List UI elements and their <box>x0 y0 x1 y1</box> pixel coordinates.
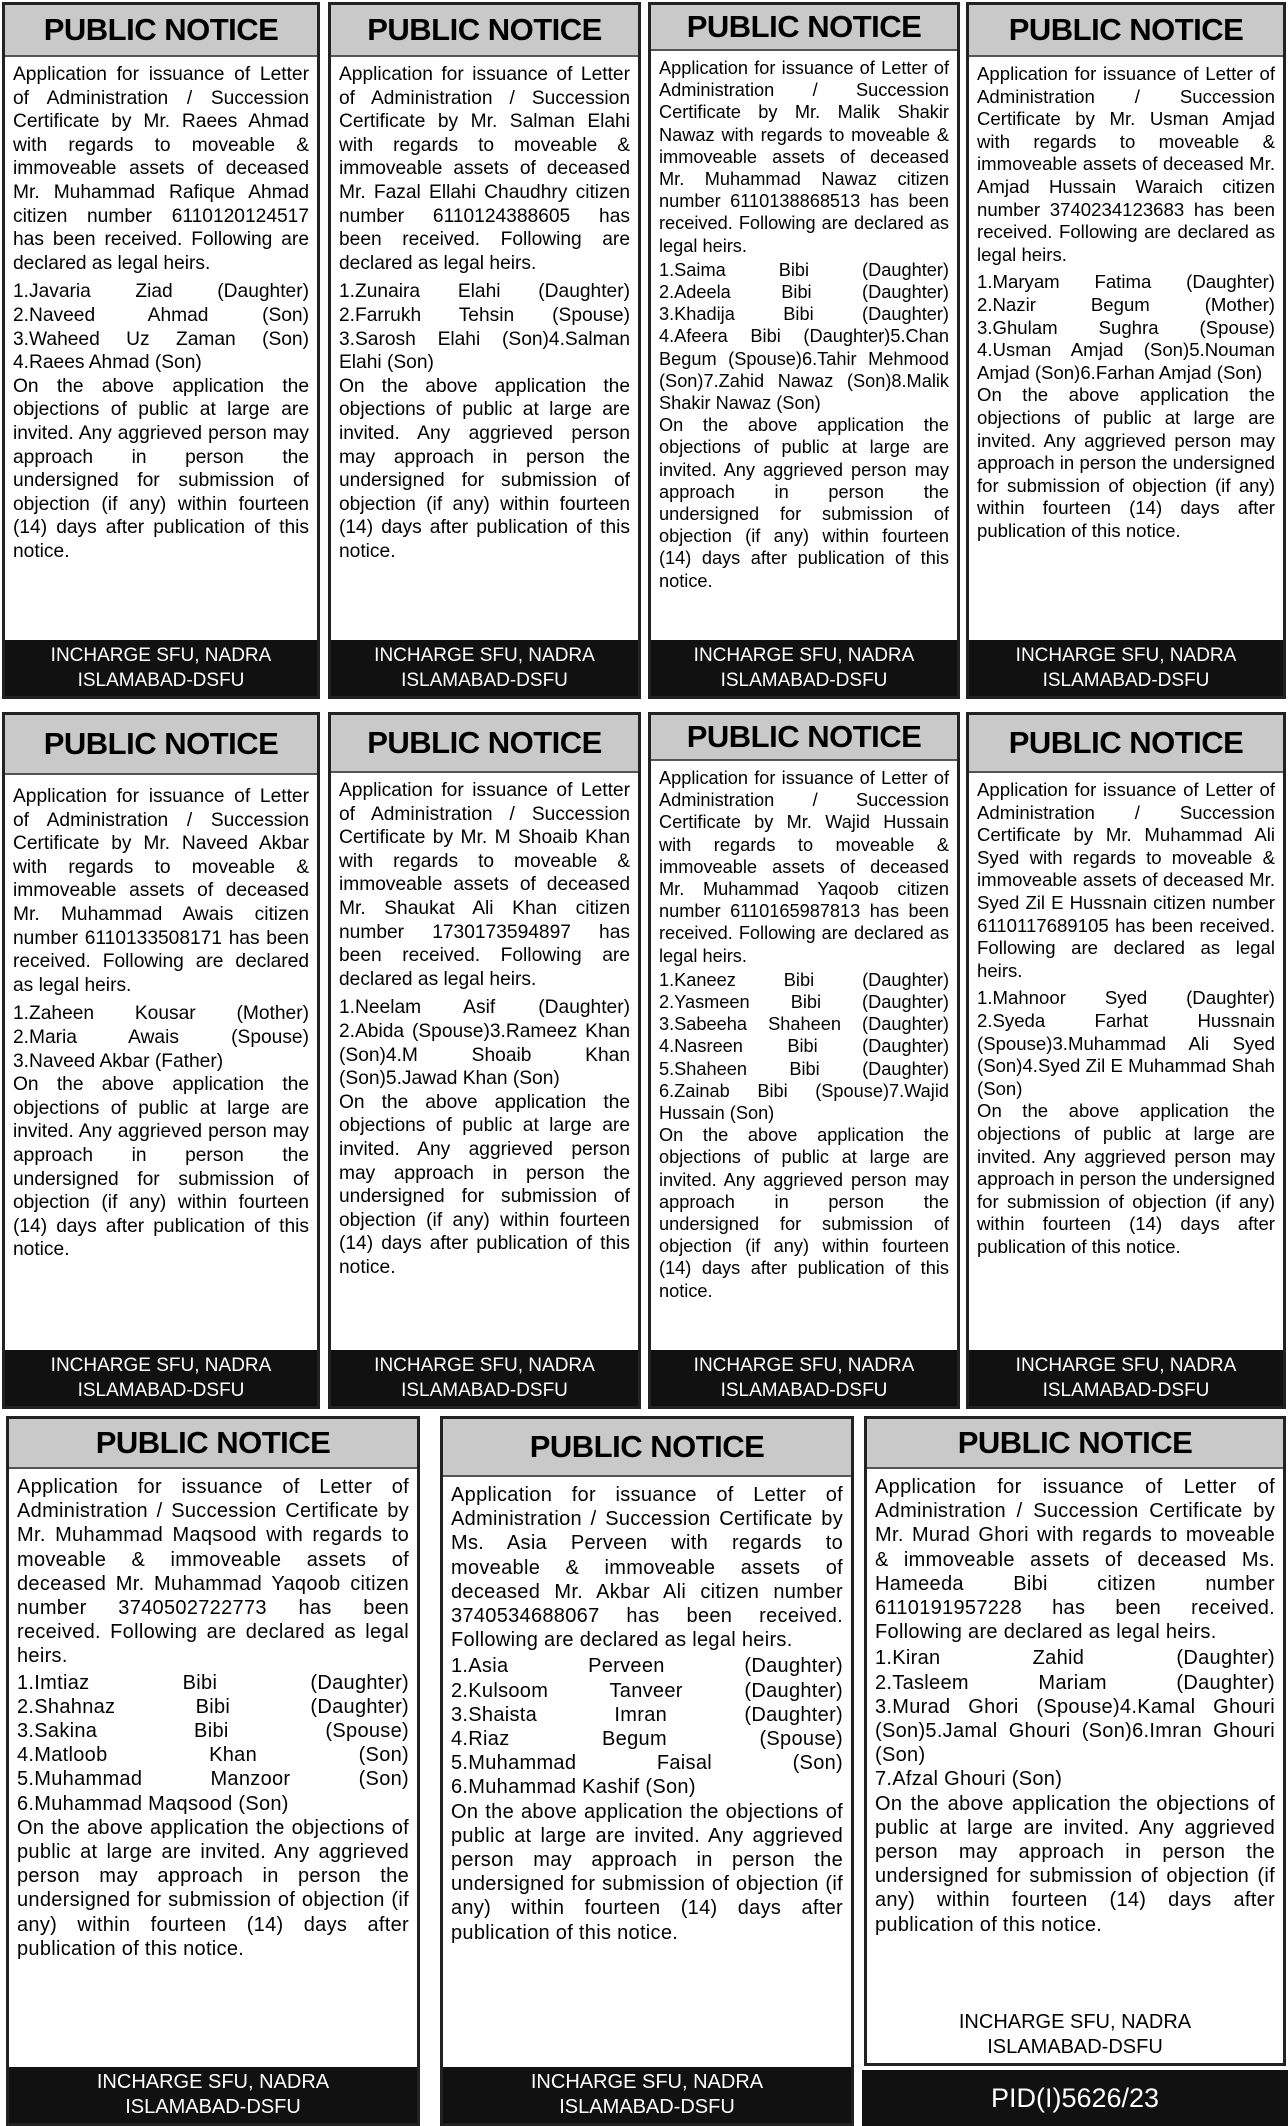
signature-line-1: INCHARGE SFU, NADRA <box>374 645 595 666</box>
heir-item: 1.Kiran Zahid (Daughter) <box>875 1647 1275 1670</box>
heir-item: 5.Shaheen Bibi (Daughter) <box>659 1058 949 1079</box>
heir-item: 1.Saima Bibi (Daughter) <box>659 259 949 280</box>
heirs-list <box>451 1654 843 1799</box>
notice-3 <box>648 2 960 699</box>
notice-signature <box>969 1350 1283 1406</box>
signature-line-1: INCHARGE SFU, NADRA <box>958 2011 1192 2033</box>
heir-item: 4.Matloob Khan (Son) <box>17 1744 409 1767</box>
notice-6 <box>328 712 641 1409</box>
notice-signature <box>969 640 1283 696</box>
notice-title: PUBLIC NOTICE <box>651 5 957 51</box>
signature-line-2: ISLAMABAD-DSFU <box>720 670 888 691</box>
notice-title: PUBLIC NOTICE <box>5 715 317 775</box>
notice-closing: On the above application the objections of public at large are invited. Any aggrieved person may approach in person the undersigned for submission of objection (if any) within fourteen (14) days after publication of this notice. <box>659 415 949 591</box>
heir-item: 4.Riaz Begum (Spouse) <box>451 1728 843 1751</box>
signature-line-2: ISLAMABAD-DSFU <box>125 2096 301 2118</box>
notice-application: Application for issuance of Letter of Administration / Succession Certificate by Ms. Asia Perveen with regards to moveable & immoveable assets of deceased Mr. Akbar Ali citizen number 3740534688067 has been received. Following are declared as legal heirs. <box>451 1484 843 1652</box>
signature-line-2: ISLAMABAD-DSFU <box>559 2096 735 2118</box>
heir-item: 3.Sakina Bibi (Spouse) <box>17 1720 409 1743</box>
signature-line-2: ISLAMABAD-DSFU <box>1042 1380 1210 1401</box>
notice-signature <box>5 1350 317 1406</box>
notice-closing: On the above application the objections of public at large are invited. Any aggrieved person may approach in person the undersigned for submission of objection (if any) within fourteen (14) days after publication of this notice. <box>339 375 630 562</box>
signature-line-1: INCHARGE SFU, NADRA <box>1015 1355 1237 1376</box>
signature-line-1: INCHARGE SFU, NADRA <box>530 2071 764 2093</box>
heir-item: 7.Afzal Ghouri (Son) <box>875 1768 1063 1791</box>
heir-item: 1.Javaria Ziad (Daughter) <box>13 281 309 303</box>
notice-application: Application for issuance of Letter of Administration / Succession Certificate by Mr. Muhammad Ali Syed with regards to moveable & immoveable assets of deceased Mr. Syed Zil E Hussnain citizen number 6110117689105 has been received. Following are declared as legal heirs. <box>977 779 1275 981</box>
heir-item: 1.Zunaira Elahi (Daughter) <box>339 281 630 303</box>
heir-item: 3.Naveed Akbar (Father) <box>13 1050 224 1072</box>
notice-signature <box>867 2007 1283 2063</box>
heir-item: 1.Imtiaz Bibi (Daughter) <box>17 1671 409 1694</box>
heirs-list <box>977 271 1275 384</box>
heir-item: 3.Sarosh Elahi (Son)4.Salman Elahi (Son) <box>339 328 630 374</box>
heirs-list <box>339 280 630 374</box>
notice-title: PUBLIC NOTICE <box>969 715 1283 773</box>
notice-closing: On the above application the objections of public at large are invited. Any aggrieved person may approach in person the undersigned for submission of objection (if any) within fourteen (14) days after publication of this notice. <box>875 1792 1275 1936</box>
notice-title: PUBLIC NOTICE <box>9 1419 417 1469</box>
signature-line-1: INCHARGE SFU, NADRA <box>1015 645 1237 666</box>
heir-item: 5.Muhammad Manzoor (Son) <box>17 1768 409 1791</box>
signature-line-2: ISLAMABAD-DSFU <box>77 670 245 691</box>
notice-application: Application for issuance of Letter of Administration / Succession Certificate by Mr. Usman Amjad with regards to moveable & immoveable assets of deceased Mr. Amjad Hussain Waraich citizen number 3740234123683 has been received. Following are declared as legal heirs. <box>977 63 1275 265</box>
heir-item: 2.Yasmeen Bibi (Daughter) <box>659 992 949 1013</box>
heir-item: 2.Nazir Begum (Mother) <box>977 293 1275 315</box>
signature-line-1: INCHARGE SFU, NADRA <box>693 645 915 666</box>
notice-closing: On the above application the objections of public at large are invited. Any aggrieved person may approach in person the undersigned for submission of objection (if any) within fourteen (14) days after publication of this notice. <box>17 1816 409 1960</box>
notice-application: Application for issuance of Letter of Administration / Succession Certificate by Mr. Muhammad Maqsood with regards to moveable & immoveable assets of deceased Mr. Muhammad Yaqoob citizen number 3740502722773 has been received. Following are declared as legal heirs. <box>17 1476 409 1668</box>
notice-title: PUBLIC NOTICE <box>867 1419 1283 1469</box>
notice-1 <box>2 2 320 699</box>
notice-closing: On the above application the objections of public at large are invited. Any aggrieved person may approach in person the undersigned for submission of objection (if any) within fourteen (14) days after publication of this notice. <box>659 1125 949 1301</box>
pid-number: PID(I)5626/23 <box>862 2070 1288 2126</box>
heir-item: 2.Kulsoom Tanveer (Daughter) <box>451 1679 843 1702</box>
notice-closing: On the above application the objections of public at large are invited. Any aggrieved person may approach in person the undersigned for submission of objection (if any) within fourteen (14) days after publication of this notice. <box>977 384 1275 541</box>
signature-line-1: INCHARGE SFU, NADRA <box>374 1355 595 1376</box>
notice-9 <box>6 1416 420 2126</box>
signature-line-2: ISLAMABAD-DSFU <box>720 1380 888 1401</box>
notice-title: PUBLIC NOTICE <box>331 715 638 773</box>
notice-7 <box>648 712 960 1409</box>
heir-item: 4.Raees Ahmad (Son) <box>13 352 202 374</box>
notice-application: Application for issuance of Letter of Administration / Succession Certificate by Mr. Salman Elahi with regards to moveable & immoveable assets of deceased Mr. Fazal Ellahi Chaudhry citizen number 6110124388605 has been received. Following are declared as legal heirs. <box>339 64 630 274</box>
heir-item: 3.Ghulam Sughra (Spouse) <box>977 316 1275 338</box>
notice-signature <box>443 2067 851 2123</box>
heir-item: 6.Muhammad Maqsood (Son) <box>17 1792 289 1815</box>
heirs-list <box>659 969 949 1124</box>
notice-signature <box>5 640 317 696</box>
notice-closing: On the above application the objections of public at large are invited. Any aggrieved person may approach in person the undersigned for submission of objection (if any) within fourteen (14) days after publication of this notice. <box>13 375 309 562</box>
notice-closing: On the above application the objections of public at large are invited. Any aggrieved person may approach in person the undersigned for submission of objection (if any) within fourteen (14) days after publication of this notice. <box>339 1091 630 1278</box>
heir-item: 1.Zaheen Kousar (Mother) <box>13 1003 309 1025</box>
heir-item: 2.Abida (Spouse)3.Rameez Khan (Son)4.M Shoaib Khan (Son)5.Jawad Khan (Son) <box>339 1020 630 1090</box>
notice-title: PUBLIC NOTICE <box>651 715 957 761</box>
notice-signature <box>331 1350 638 1406</box>
notice-application: Application for issuance of Letter of Administration / Succession Certificate by Mr. Raees Ahmad with regards to moveable & immoveable assets of deceased Mr. Muhammad Rafique Ahmad citizen number 6110120124517 has been received. Following are declared as legal heirs. <box>13 64 309 274</box>
notice-application: Application for issuance of Letter of Administration / Succession Certificate by Mr. M Shoaib Khan with regards to moveable & immoveable assets of deceased Mr. Shaukat Ali Khan citizen number 1730173594897 has been received. Following are declared as legal heirs. <box>339 780 630 990</box>
heir-item: 5.Muhammad Faisal (Son) <box>451 1752 843 1775</box>
heirs-list <box>17 1671 409 1816</box>
heir-item: 3.Khadija Bibi (Daughter) <box>659 304 949 325</box>
heir-item: 1.Neelam Asif (Daughter) <box>339 997 630 1019</box>
signature-line-2: ISLAMABAD-DSFU <box>401 1380 568 1401</box>
heir-item: 2.Adeela Bibi (Daughter) <box>659 282 949 303</box>
notice-title: PUBLIC NOTICE <box>969 5 1283 57</box>
heir-item: 6.Zainab Bibi (Spouse)7.Wajid Hussain (Son) <box>659 1080 949 1124</box>
notice-signature <box>331 640 638 696</box>
heir-item: 3.Murad Ghori (Spouse)4.Kamal Ghouri (Son)5.Jamal Ghouri (Son)6.Imran Ghouri (Son) <box>875 1695 1275 1767</box>
heirs-list <box>13 280 309 374</box>
notice-signature <box>651 640 957 696</box>
signature-line-2: ISLAMABAD-DSFU <box>77 1380 245 1401</box>
heir-item: 1.Mahnoor Syed (Daughter) <box>977 987 1275 1009</box>
notice-closing: On the above application the objections of public at large are invited. Any aggrieved person may approach in person the undersigned for submission of objection (if any) within fourteen (14) days after publication of this notice. <box>13 1074 309 1261</box>
heir-item: 3.Shaista Imran (Daughter) <box>451 1703 843 1726</box>
heir-item: 2.Naveed Ahmad (Son) <box>13 304 309 326</box>
heir-item: 4.Nasreen Bibi (Daughter) <box>659 1036 949 1057</box>
signature-line-1: INCHARGE SFU, NADRA <box>50 645 272 666</box>
notice-4 <box>966 2 1286 699</box>
heirs-list <box>977 987 1275 1100</box>
notice-application: Application for issuance of Letter of Administration / Succession Certificate by Mr. Malik Shakir Nawaz with regards to moveable & immoveable assets of deceased Mr. Muhammad Nawaz citizen number 6110138868513 has been received. Following are declared as legal heirs. <box>659 58 949 256</box>
heir-item: 4.Usman Amjad (Son)5.Nouman Amjad (Son)6.Farhan Amjad (Son) <box>977 339 1275 383</box>
notice-11 <box>864 1416 1286 2066</box>
heir-item: 3.Sabeeha Shaheen (Daughter) <box>659 1014 949 1035</box>
heir-item: 6.Muhammad Kashif (Son) <box>451 1776 696 1799</box>
signature-line-1: INCHARGE SFU, NADRA <box>96 2071 330 2093</box>
heir-item: 2.Maria Awais (Spouse) <box>13 1026 309 1048</box>
heirs-list <box>659 259 949 414</box>
notice-closing: On the above application the objections of public at large are invited. Any aggrieved person may approach in person the undersigned for submission of objection (if any) within fourteen (14) days after publication of this notice. <box>977 1100 1275 1257</box>
heir-item: 2.Farrukh Tehsin (Spouse) <box>339 304 630 326</box>
heir-item: 2.Shahnaz Bibi (Daughter) <box>17 1695 409 1718</box>
heir-item: 2.Syeda Farhat Hussnain (Spouse)3.Muhammad Ali Syed (Son)4.Syed Zil E Muhammad Shah (Son) <box>977 1009 1275 1099</box>
notice-title: PUBLIC NOTICE <box>443 1419 851 1477</box>
heir-item: 1.Maryam Fatima (Daughter) <box>977 271 1275 293</box>
signature-line-2: ISLAMABAD-DSFU <box>1042 670 1210 691</box>
heir-item: 4.Afeera Bibi (Daughter)5.Chan Begum (Spouse)6.Tahir Mehmood (Son)7.Zahid Nawaz (Son)8.Malik Shakir Nawaz (Son) <box>659 326 949 414</box>
signature-line-1: INCHARGE SFU, NADRA <box>50 1355 272 1376</box>
notice-application: Application for issuance of Letter of Administration / Succession Certificate by Mr. Naveed Akbar with regards to moveable & immoveable assets of deceased Mr. Muhammad Awais citizen number 6110133508171 has been received. Following are declared as legal heirs. <box>13 786 309 996</box>
signature-line-1: INCHARGE SFU, NADRA <box>693 1355 915 1376</box>
notice-signature <box>651 1350 957 1406</box>
heirs-list <box>13 1002 309 1073</box>
heir-item: 1.Asia Perveen (Daughter) <box>451 1655 843 1678</box>
notice-title: PUBLIC NOTICE <box>5 5 317 57</box>
notice-application: Application for issuance of Letter of Administration / Succession Certificate by Mr. Murad Ghori with regards to moveable & immoveable assets of deceased Ms. Hameeda Bibi citizen number 6110191957228 has been received. Following are declared as legal heirs. <box>875 1476 1275 1644</box>
notice-10 <box>440 1416 854 2126</box>
heir-item: 1.Kaneez Bibi (Daughter) <box>659 969 949 990</box>
heir-item: 2.Tasleem Mariam (Daughter) <box>875 1671 1275 1694</box>
notice-title: PUBLIC NOTICE <box>331 5 638 57</box>
heir-item: 3.Waheed Uz Zaman (Son) <box>13 328 309 350</box>
notice-8 <box>966 712 1286 1409</box>
heirs-list <box>339 996 630 1090</box>
signature-line-2: ISLAMABAD-DSFU <box>987 2036 1163 2058</box>
notice-signature <box>9 2067 417 2123</box>
notice-application: Application for issuance of Letter of Administration / Succession Certificate by Mr. Wajid Hussain with regards to moveable & immoveable assets of deceased Mr. Muhammad Yaqoob citizen number 6110165987813 has been received. Following are declared as legal heirs. <box>659 768 949 966</box>
notice-5 <box>2 712 320 1409</box>
notice-2 <box>328 2 641 699</box>
notice-closing: On the above application the objections of public at large are invited. Any aggrieved person may approach in person the undersigned for submission of objection (if any) within fourteen (14) days after publication of this notice. <box>451 1800 843 1944</box>
heirs-list <box>875 1646 1275 1791</box>
signature-line-2: ISLAMABAD-DSFU <box>401 670 568 691</box>
